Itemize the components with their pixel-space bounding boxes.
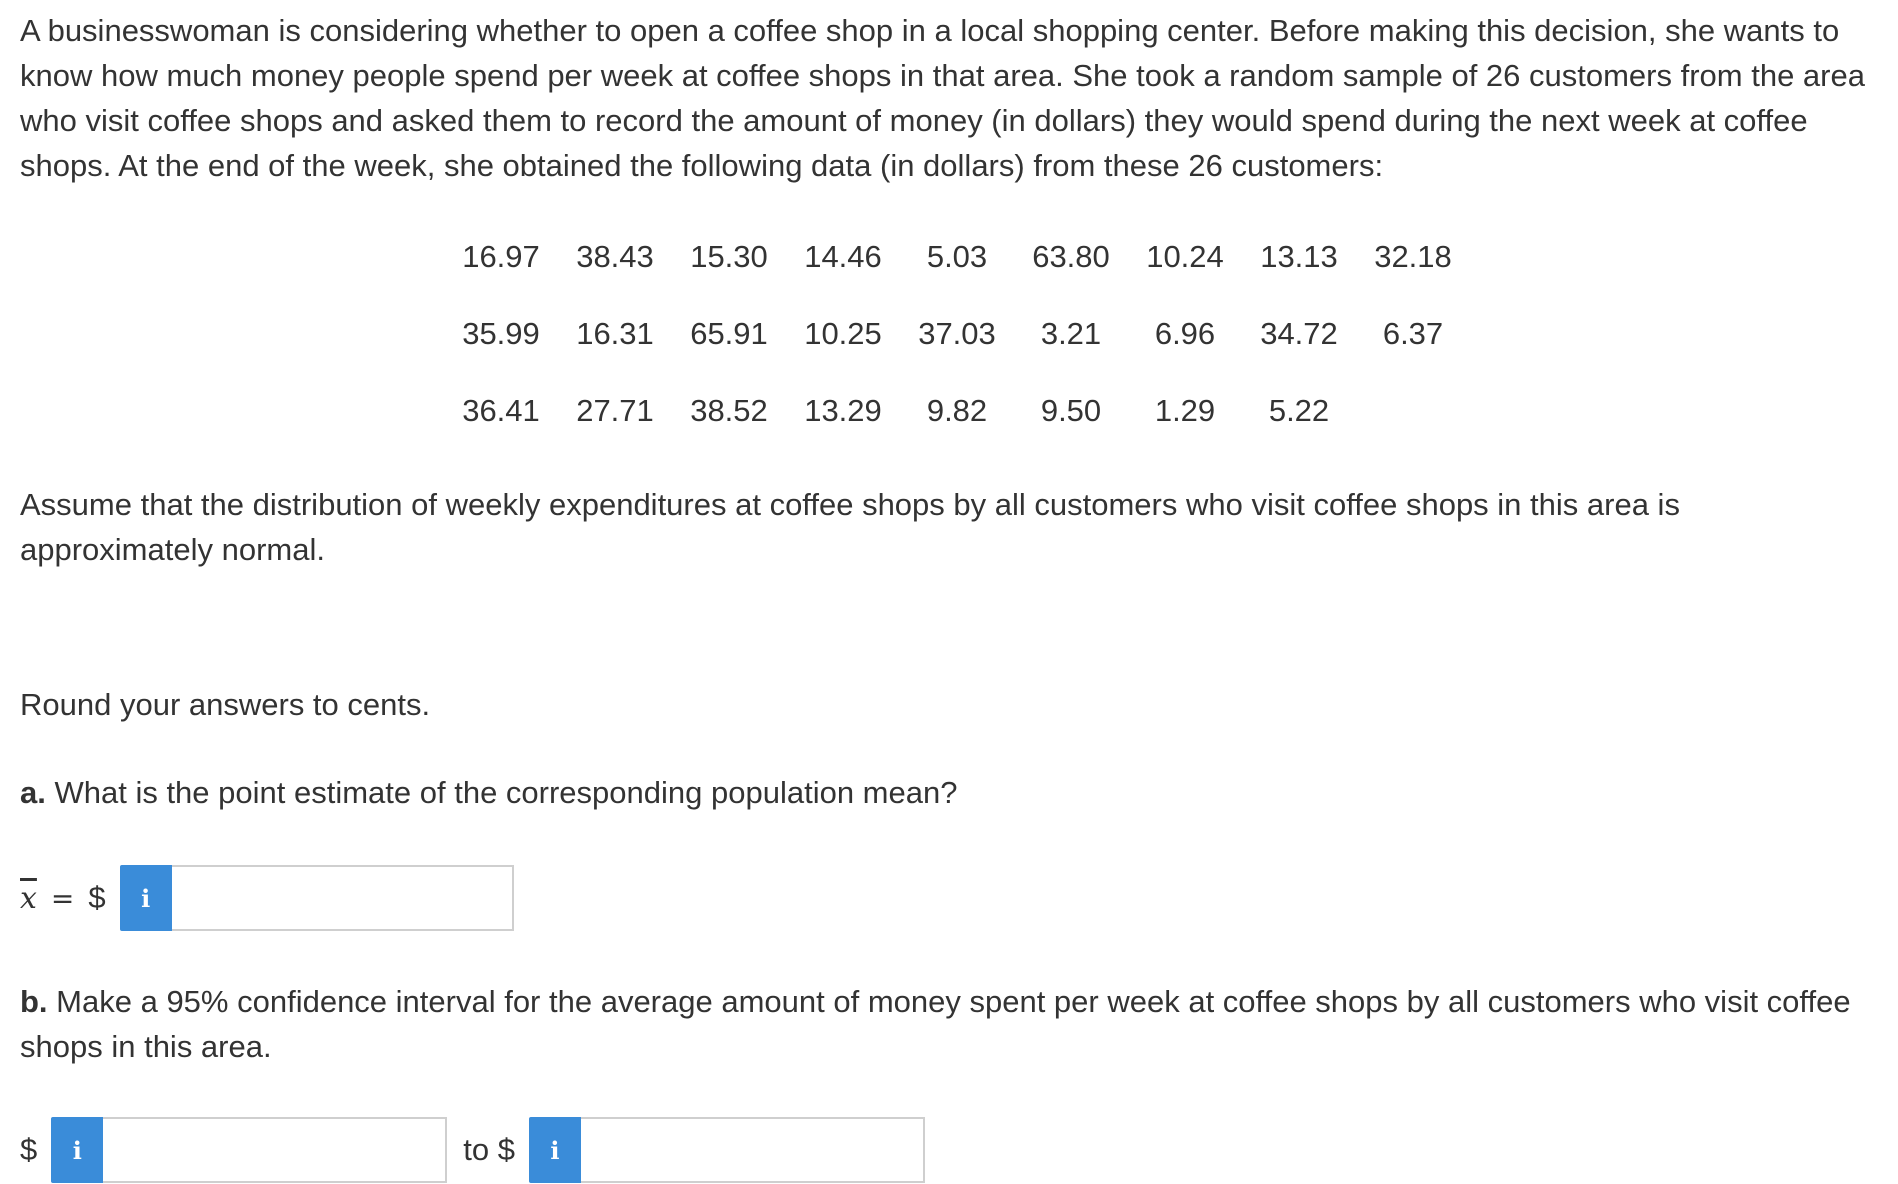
- question-b: [20, 979, 1880, 1069]
- data-value: 5.03: [926, 238, 988, 274]
- data-value: 15.30: [690, 238, 768, 274]
- info-icon[interactable]: i: [51, 1117, 103, 1183]
- data-value: 13.29: [804, 392, 882, 428]
- question-b-text: Make a 95% confidence interval for the average amount of money spent per week at coffee shops by all customers who visit coffee shops in this area.: [20, 984, 1851, 1064]
- data-value: 16.97: [462, 238, 540, 274]
- data-table: [444, 218, 1470, 449]
- data-value: [1356, 372, 1470, 449]
- to-label: to $: [463, 1132, 515, 1167]
- equals-sign: =: [50, 881, 75, 915]
- data-value: 63.80: [1032, 238, 1110, 274]
- sample-mean-input[interactable]: [172, 865, 514, 931]
- assumption-text: Assume that the distribution of weekly expenditures at coffee shops by all customers who visit coffee shops in this area is approximately normal.: [20, 487, 1680, 567]
- data-value: 34.72: [1260, 315, 1338, 351]
- data-value: 38.43: [576, 238, 654, 274]
- dollar-sign: $: [20, 1132, 38, 1167]
- data-value: 13.13: [1260, 238, 1338, 274]
- question-a-label: a.: [20, 775, 46, 810]
- data-value: 6.37: [1382, 315, 1444, 351]
- xbar-symbol: $\overline{x}$: [20, 880, 37, 916]
- answer-row-a: [20, 865, 514, 931]
- data-value: 35.99: [462, 315, 540, 351]
- data-value: 5.22: [1268, 392, 1330, 428]
- data-value: 27.71: [576, 392, 654, 428]
- data-value: 9.82: [926, 392, 988, 428]
- problem-intro: A businesswoman is considering whether to open a coffee shop in a local shopping center. Before making this decision, she wants to know how much money people spend per week at coffee shops in that area. She took a random sample of 26 customers from the area who visit coffee shops and asked them to record the amount of money (in dollars) they would spend during the next week at coffee shops. At the end of the week, she obtained the following data (in dollars) from these 26 customers:: [20, 13, 1865, 183]
- data-row: [444, 295, 1470, 372]
- data-value: 3.21: [1040, 315, 1102, 351]
- data-value: 10.25: [804, 315, 882, 351]
- question-b-label: b.: [20, 984, 48, 1019]
- data-value: 37.03: [918, 315, 996, 351]
- question-a-text: What is the point estimate of the corresponding population mean?: [45, 775, 958, 810]
- data-value: 14.46: [804, 238, 882, 274]
- info-icon[interactable]: i: [120, 865, 172, 931]
- data-value: 38.52: [690, 392, 768, 428]
- data-value: 36.41: [462, 392, 540, 428]
- dollar-sign: $: [88, 880, 106, 915]
- data-value: 65.91: [690, 315, 768, 351]
- data-value: 10.24: [1146, 238, 1224, 274]
- data-value: 1.29: [1154, 392, 1216, 428]
- question-a: [20, 770, 957, 815]
- ci-lower-input[interactable]: [103, 1117, 447, 1183]
- data-value: 6.96: [1154, 315, 1216, 351]
- data-value: 9.50: [1040, 392, 1102, 428]
- rounding-instruction: Round your answers to cents.: [20, 687, 431, 722]
- data-row: [444, 218, 1470, 295]
- data-value: 32.18: [1374, 238, 1452, 274]
- data-row: [444, 372, 1470, 449]
- info-icon[interactable]: i: [529, 1117, 581, 1183]
- answer-row-b: [20, 1117, 925, 1183]
- data-value: 16.31: [576, 315, 654, 351]
- ci-upper-input[interactable]: [581, 1117, 925, 1183]
